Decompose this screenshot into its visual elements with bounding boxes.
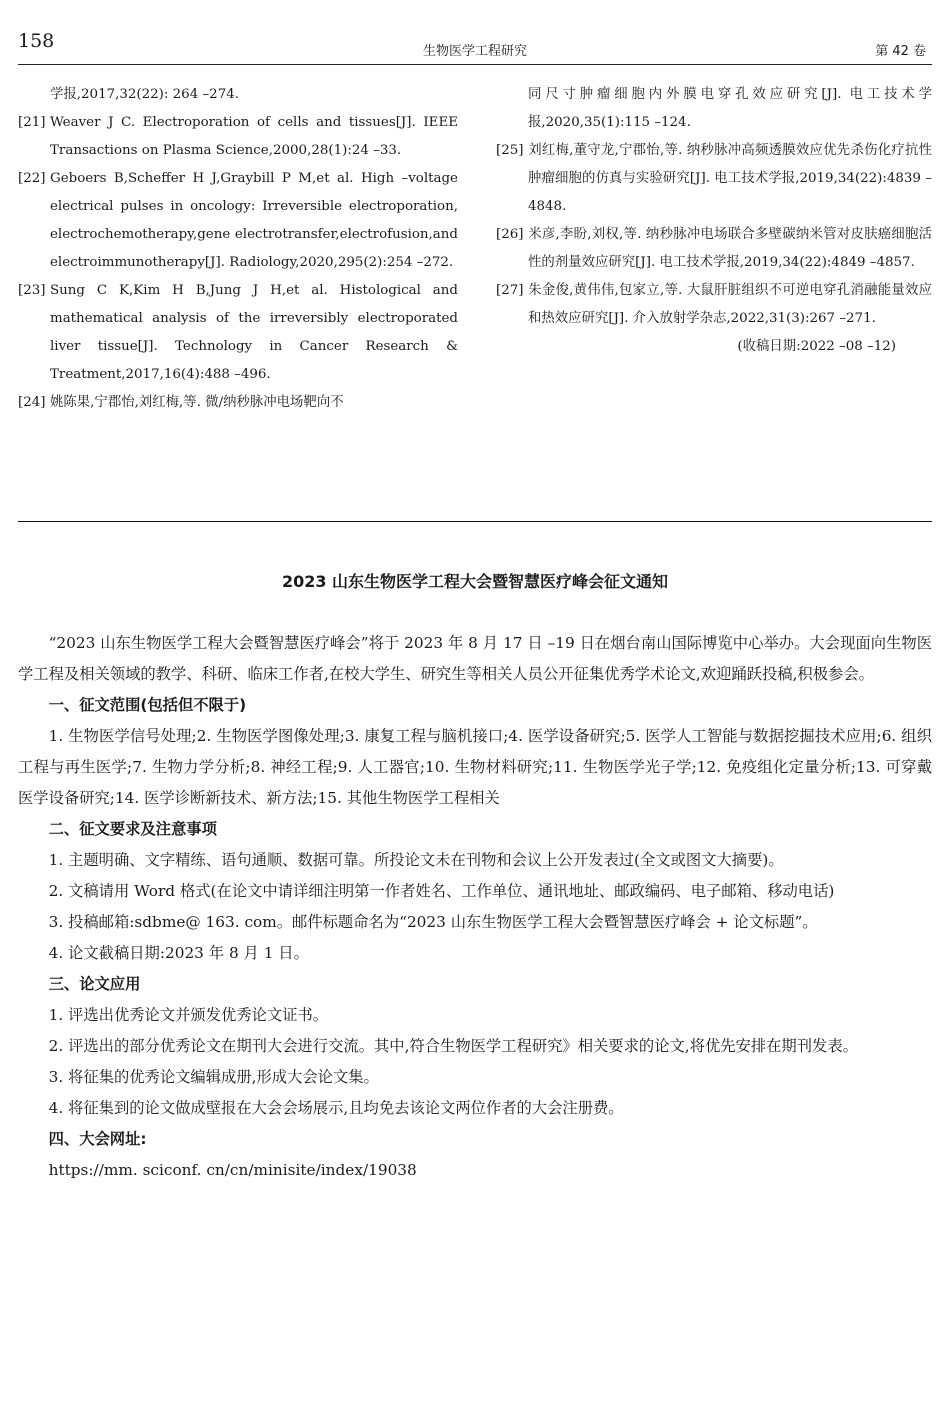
reference-text: Sung C K,Kim H B,Jung J H,et al. Histological and mathematical analysis of the irreversibly electroporated liver tissue[J]. Technology in Cancer Research & Treatment,2017,16(4):488 –496.	[50, 283, 458, 382]
reference-number: [21]	[18, 115, 46, 130]
reference-22	[18, 165, 458, 277]
reference-27	[496, 277, 932, 333]
scope-topics: 1. 生物医学信号处理;2. 生物医学图像处理;3. 康复工程与脑机接口;4. 医学设备研究;5. 医学人工智能与数据挖掘技术应用;6. 组织工程与再生医学;7. 生物力学分析;8. 神经工程;9. 人工器官;10. 生物材料研究;11. 生物医学光子学;12. 免疫组化定量分析;13. 可穿戴医学设备研究;14. 医学诊断新技术、新方法;15. 其他生物医学工程相关	[18, 727, 932, 807]
reference-23	[18, 277, 458, 389]
header-rule	[18, 64, 932, 65]
requirement-item: 3. 投稿邮箱:sdbme@ 163. com。邮件标题命名为“2023 山东生物医学工程大会暨智慧医疗峰会 + 论文标题”。	[48, 913, 818, 931]
conference-url[interactable]: https://mm. sciconf. cn/cn/minisite/index/19038	[48, 1161, 417, 1179]
references-right-column	[496, 81, 932, 361]
reference-continuation	[18, 81, 458, 109]
application-item: 1. 评选出优秀论文并颁发优秀论文证书。	[48, 1006, 329, 1024]
reference-number: [22]	[18, 171, 46, 186]
application-item: 2. 评选出的部分优秀论文在期刊大会进行交流。其中,符合生物医学工程研究》相关要求的论文,将优先安排在期刊发表。	[48, 1037, 858, 1055]
reference-number: [23]	[18, 283, 46, 298]
reference-number: [26]	[496, 227, 524, 242]
section-heading-website: 四、大会网址:	[48, 1130, 147, 1148]
reference-text: Weaver J C. Electroporation of cells and tissues[J]. IEEE Transactions on Plasma Science,2000,28(1):24 –33.	[50, 115, 458, 158]
notice-title: 2023 山东生物医学工程大会暨智慧医疗峰会征文通知	[281, 572, 669, 591]
reference-text: 刘红梅,董守龙,宁郡怡,等. 纳秒脉冲高频透膜效应优先杀伤化疗抗性肿瘤细胞的仿真与实验研究[J]. 电工技术学报,2019,34(22):4839 –4848.	[528, 143, 932, 214]
volume-label: 第 42 卷	[875, 44, 926, 59]
references-left-column	[18, 81, 458, 417]
section-heading-requirements: 二、征文要求及注意事项	[48, 820, 217, 838]
reference-text: Geboers B,Scheffer H J,Graybill P M,et al. High –voltage electrical pulses in oncology: Irreversible electroporation, electrochemotherapy,gene electrotransfer,electrofusion,and electroimmunotherapy[J]. Radiology,2020,295(2):254 –272.	[50, 171, 458, 270]
application-item: 4. 将征集到的论文做成壁报在大会会场展示,且均免去该论文两位作者的大会注册费。	[48, 1099, 624, 1117]
page-header	[18, 30, 932, 64]
reference-21	[18, 109, 458, 165]
reference-text: 朱金俊,黄伟伟,包家立,等. 大鼠肝脏组织不可逆电穿孔消融能量效应和热效应研究[J]. 介入放射学杂志,2022,31(3):267 –271.	[528, 283, 932, 326]
reference-text: 米彦,李盼,刘权,等. 纳秒脉冲电场联合多壁碳纳米管对皮肤癌细胞活性的剂量效应研究[J]. 电工技术学报,2019,34(22):4849 –4857.	[528, 227, 932, 270]
reference-text: 姚陈果,宁郡怡,刘红梅,等. 微/纳秒脉冲电场靶向不	[50, 395, 344, 410]
notice-intro: “2023 山东生物医学工程大会暨智慧医疗峰会”将于 2023 年 8 月 17 日 –19 日在烟台南山国际博览中心举办。大会现面向生物医学工程及相关领域的教学、科研、临床工作者,在校大学生、研究生等相关人员公开征集优秀学术论文,欢迎踊跃投稿,积极参会。	[18, 634, 932, 683]
reference-26	[496, 221, 932, 277]
section-divider	[18, 521, 932, 522]
requirement-item: 2. 文稿请用 Word 格式(在论文中请详细注明第一作者姓名、工作单位、通讯地址、邮政编码、电子邮箱、移动电话)	[48, 882, 835, 900]
requirement-item: 1. 主题明确、文字精练、语句通顺、数据可靠。所投论文未在刊物和会议上公开发表过(全文或图文大摘要)。	[48, 851, 784, 869]
reference-text: 同尺寸肿瘤细胞内外膜电穿孔效应研究[J]. 电工技术学报,2020,35(1):115 –124.	[528, 87, 932, 130]
reference-number: [27]	[496, 283, 524, 298]
page-number: 158	[18, 30, 55, 52]
reference-text: 学报,2017,32(22): 264 –274.	[50, 87, 239, 102]
reference-number: [24]	[18, 395, 46, 410]
requirement-item: 4. 论文截稿日期:2023 年 8 月 1 日。	[48, 944, 309, 962]
journal-title: 生物医学工程研究	[422, 44, 527, 59]
reference-25	[496, 137, 932, 221]
reference-number: [25]	[496, 143, 524, 158]
reference-24	[18, 389, 458, 417]
reference-continuation	[496, 81, 932, 137]
section-heading-scope: 一、征文范围(包括但不限于)	[48, 696, 247, 714]
received-date: (收稿日期:2022 –08 –12)	[737, 339, 896, 354]
application-item: 3. 将征集的优秀论文编辑成册,形成大会论文集。	[48, 1068, 379, 1086]
notice-body	[18, 628, 932, 1186]
section-heading-application: 三、论文应用	[48, 975, 141, 993]
